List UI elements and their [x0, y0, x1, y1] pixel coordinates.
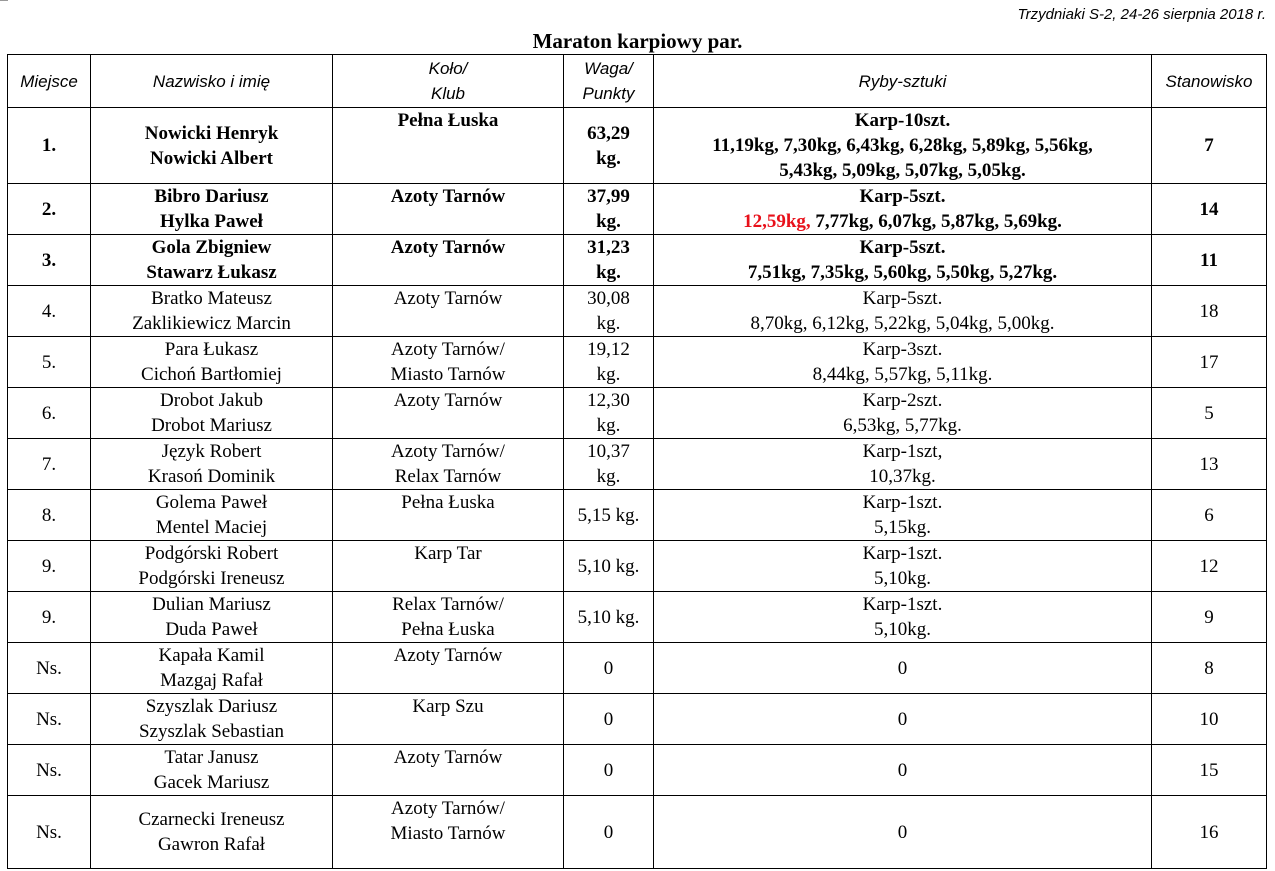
weight-value: 5,10 kg. [577, 555, 640, 577]
club-line1: Azoty Tarnów/ [391, 441, 505, 462]
header-fish: Ryby-sztuki [654, 55, 1152, 108]
name-cell [91, 235, 333, 286]
fish-cell [654, 184, 1152, 235]
weight-value: 37,99 [587, 186, 630, 207]
club-line1: Azoty Tarnów [390, 186, 506, 207]
weight-unit: kg. [596, 466, 621, 487]
name-cell [91, 337, 333, 388]
name-cell [91, 643, 333, 694]
table-row [8, 286, 1267, 337]
name-line2: Cichoń Bartłomiej [141, 364, 282, 385]
weight-cell [564, 490, 654, 541]
fish-weights-text: 7,51kg, 7,35kg, 5,60kg, 5,50kg, 5,27kg. [747, 262, 1058, 283]
stand-cell: 12 [1152, 541, 1267, 592]
results-table [7, 54, 1267, 869]
weight-value: 0 [603, 708, 614, 730]
name-line1: Tatar Janusz [164, 747, 259, 768]
club-cell [333, 286, 564, 337]
club-cell [333, 592, 564, 643]
stand-cell: 13 [1152, 439, 1267, 490]
header-weight [564, 55, 654, 108]
place-cell: Ns. [8, 694, 91, 745]
fish-cell [654, 388, 1152, 439]
fish-weights [654, 311, 1151, 336]
name-cell [91, 286, 333, 337]
fish-count: 0 [897, 708, 908, 730]
fish-weights [654, 362, 1151, 387]
fish-weights [654, 617, 1151, 642]
place-cell: 9. [8, 592, 91, 643]
place-cell: 5. [8, 337, 91, 388]
event-info: Trzydniaki S-2, 24-26 sierpnia 2018 r. [1017, 6, 1266, 23]
name-line1: Drobot Jakub [160, 390, 263, 411]
weight-value: 0 [603, 657, 614, 679]
name-line2: Hylka Paweł [160, 211, 263, 232]
fish-weights-cont: 5,43kg, 5,09kg, 5,07kg, 5,05kg. [779, 160, 1026, 181]
club-cell [333, 108, 564, 184]
table-row [8, 745, 1267, 796]
stand-cell: 14 [1152, 184, 1267, 235]
corner-mark [0, 0, 8, 1]
name-line2: Krasoń Dominik [147, 466, 276, 487]
club-line1: Pełna Łuska [401, 492, 495, 513]
fish-weights-text: 6,53kg, 5,77kg. [843, 415, 962, 436]
club-line1: Azoty Tarnów [393, 747, 503, 768]
table-row [8, 796, 1267, 869]
name-line1: Gola Zbigniew [151, 237, 272, 258]
weight-cell [564, 337, 654, 388]
fish-cell [654, 235, 1152, 286]
header-club-line2: Klub [430, 84, 466, 103]
weight-cell [564, 108, 654, 184]
name-cell [91, 592, 333, 643]
fish-cell [654, 694, 1152, 745]
fish-count: Karp-2szt. [862, 390, 943, 411]
club-cell [333, 439, 564, 490]
name-line2: Szyszlak Sebastian [138, 721, 285, 742]
name-cell [91, 694, 333, 745]
fish-count: 0 [897, 821, 908, 843]
table-row [8, 439, 1267, 490]
fish-weights [654, 209, 1151, 234]
weight-value: 31,23 [587, 237, 630, 258]
header-weight-line1: Waga/ [584, 59, 633, 78]
weight-unit: kg. [596, 211, 621, 232]
fish-cell [654, 286, 1152, 337]
table-row [8, 592, 1267, 643]
weight-value: 10,37 [587, 441, 630, 462]
fish-weights-text: 11,19kg, 7,30kg, 6,43kg, 6,28kg, 5,89kg, 5,56kg, [712, 135, 1093, 156]
header-weight-line2: Punkty [582, 84, 635, 103]
name-cell [91, 388, 333, 439]
fish-cell [654, 643, 1152, 694]
fish-weights-text: 7,77kg, 6,07kg, 5,87kg, 5,69kg. [810, 211, 1062, 232]
place-cell: 7. [8, 439, 91, 490]
fish-weights-text: 8,70kg, 6,12kg, 5,22kg, 5,04kg, 5,00kg. [750, 313, 1055, 334]
name-line1: Język Robert [161, 441, 262, 462]
fish-cell [654, 745, 1152, 796]
name-cell [91, 108, 333, 184]
header-club [333, 55, 564, 108]
name-cell [91, 439, 333, 490]
place-cell: 3. [8, 235, 91, 286]
stand-cell: 11 [1152, 235, 1267, 286]
club-line1: Azoty Tarnów [393, 645, 503, 666]
fish-cell [654, 541, 1152, 592]
weight-cell [564, 592, 654, 643]
name-line2: Mazgaj Rafał [160, 670, 263, 691]
stand-cell: 9 [1152, 592, 1267, 643]
name-cell [91, 541, 333, 592]
fish-count: Karp-1szt. [862, 594, 943, 615]
name-line2: Nowicki Albert [150, 147, 273, 169]
fish-weights-text: 5,15kg. [874, 517, 931, 538]
club-line1: Azoty Tarnów/ [391, 798, 505, 819]
weight-value: 30,08 [587, 288, 630, 309]
name-line2: Gawron Rafał [157, 834, 266, 855]
club-line1: Azoty Tarnów [393, 390, 503, 411]
club-line2: Miasto Tarnów [390, 364, 506, 385]
name-line2: Drobot Mariusz [151, 415, 272, 436]
table-row [8, 541, 1267, 592]
fish-weights [654, 515, 1151, 540]
stand-cell: 6 [1152, 490, 1267, 541]
name-line1: Dulian Mariusz [152, 594, 271, 615]
weight-cell [564, 745, 654, 796]
stand-cell: 18 [1152, 286, 1267, 337]
club-line1: Azoty Tarnów [393, 288, 503, 309]
fish-weight-highlight: 12,59kg, [743, 211, 811, 232]
weight-unit: kg. [596, 313, 621, 334]
name-line1: Nowicki Henryk [144, 122, 279, 144]
weight-cell [564, 388, 654, 439]
weight-cell [564, 541, 654, 592]
place-cell: 4. [8, 286, 91, 337]
place-cell: 9. [8, 541, 91, 592]
weight-cell [564, 796, 654, 869]
stand-cell: 7 [1152, 108, 1267, 184]
club-cell [333, 643, 564, 694]
name-line1: Podgórski Robert [144, 543, 279, 564]
fish-weights [654, 464, 1151, 489]
club-line2: Relax Tarnów [394, 466, 502, 487]
club-cell [333, 694, 564, 745]
club-cell [333, 388, 564, 439]
header-row [8, 55, 1267, 108]
weight-unit: kg. [596, 262, 621, 283]
place-cell: Ns. [8, 643, 91, 694]
club-line2: Pełna Łuska [401, 619, 495, 640]
weight-unit: kg. [596, 415, 621, 436]
name-line2: Mentel Maciej [155, 517, 268, 538]
club-cell [333, 796, 564, 869]
name-line1: Golema Paweł [155, 492, 268, 513]
name-cell [91, 745, 333, 796]
weight-value: 63,29 [587, 122, 630, 144]
club-line1: Karp Tar [414, 543, 482, 564]
weight-value: 19,12 [587, 339, 630, 360]
stand-cell: 16 [1152, 796, 1267, 869]
place-cell: 6. [8, 388, 91, 439]
fish-cell [654, 337, 1152, 388]
fish-count: Karp-5szt. [859, 237, 946, 258]
club-cell [333, 235, 564, 286]
table-row [8, 694, 1267, 745]
table-row [8, 108, 1267, 184]
place-cell: Ns. [8, 796, 91, 869]
name-line2: Duda Paweł [165, 619, 258, 640]
name-line1: Czarnecki Ireneusz [138, 809, 285, 830]
name-line1: Para Łukasz [164, 339, 259, 360]
name-cell [91, 184, 333, 235]
place-cell: 1. [8, 108, 91, 184]
fish-weights-text: 5,10kg. [874, 568, 931, 589]
name-cell [91, 796, 333, 869]
name-line2: Podgórski Ireneusz [138, 568, 285, 589]
name-line2: Gacek Mariusz [153, 772, 270, 793]
club-cell [333, 490, 564, 541]
weight-cell [564, 439, 654, 490]
name-cell [91, 490, 333, 541]
fish-cell [654, 796, 1152, 869]
club-cell [333, 745, 564, 796]
stand-cell: 17 [1152, 337, 1267, 388]
table-row [8, 490, 1267, 541]
table-row [8, 643, 1267, 694]
fish-count: 0 [897, 657, 908, 679]
club-line1: Azoty Tarnów [390, 237, 506, 258]
fish-weights-text: 5,10kg. [874, 619, 931, 640]
weight-cell [564, 286, 654, 337]
header-name: Nazwisko i imię [91, 55, 333, 108]
weight-cell [564, 643, 654, 694]
fish-count: Karp-5szt. [859, 186, 946, 207]
weight-value: 0 [603, 759, 614, 781]
place-cell: Ns. [8, 745, 91, 796]
club-cell [333, 184, 564, 235]
weight-cell [564, 184, 654, 235]
name-line1: Szyszlak Dariusz [145, 696, 278, 717]
club-line1: Pełna Łuska [397, 110, 499, 131]
weight-cell [564, 235, 654, 286]
weight-value: 0 [603, 821, 614, 843]
header-club-line1: Koło/ [428, 59, 468, 78]
name-line1: Bibro Dariusz [154, 186, 269, 207]
club-cell [333, 541, 564, 592]
fish-weights [654, 133, 1151, 158]
club-line1: Relax Tarnów/ [392, 594, 504, 615]
fish-count: 0 [897, 759, 908, 781]
fish-weights-text: 8,44kg, 5,57kg, 5,11kg. [812, 364, 993, 385]
stand-cell: 15 [1152, 745, 1267, 796]
header-stand: Stanowisko [1152, 55, 1267, 108]
club-line1: Karp Szu [412, 696, 484, 717]
fish-weights [654, 260, 1151, 285]
weight-value: 12,30 [587, 390, 630, 411]
table-row [8, 388, 1267, 439]
name-line2: Zaklikiewicz Marcin [132, 313, 291, 334]
table-row [8, 235, 1267, 286]
weight-unit: kg. [596, 364, 621, 385]
weight-value: 5,10 kg. [577, 606, 640, 628]
stand-cell: 10 [1152, 694, 1267, 745]
fish-cell [654, 439, 1152, 490]
club-line1: Azoty Tarnów/ [391, 339, 505, 360]
fish-cell [654, 108, 1152, 184]
weight-value: 5,15 kg. [577, 504, 640, 526]
page-title: Maraton karpiowy par. [532, 29, 743, 53]
table-row [8, 337, 1267, 388]
fish-count: Karp-3szt. [862, 339, 943, 360]
fish-cell [654, 490, 1152, 541]
weight-unit: kg. [596, 147, 621, 169]
header-place: Miejsce [8, 55, 91, 108]
club-line2: Miasto Tarnów [390, 823, 506, 844]
name-line1: Bratko Mateusz [151, 288, 272, 309]
club-cell [333, 337, 564, 388]
fish-weights [654, 413, 1151, 438]
fish-weights [654, 566, 1151, 591]
place-cell: 8. [8, 490, 91, 541]
fish-count: Karp-1szt, [862, 441, 943, 462]
fish-cell [654, 592, 1152, 643]
fish-weights-text: 10,37kg. [869, 466, 936, 487]
name-line1: Kapała Kamil [158, 645, 265, 666]
table-row [8, 184, 1267, 235]
fish-count: Karp-1szt. [862, 492, 943, 513]
place-cell: 2. [8, 184, 91, 235]
name-line2: Stawarz Łukasz [146, 262, 277, 283]
stand-cell: 5 [1152, 388, 1267, 439]
fish-count: Karp-1szt. [862, 543, 943, 564]
fish-count: Karp-5szt. [862, 288, 943, 309]
fish-count: Karp-10szt. [854, 110, 951, 131]
stand-cell: 8 [1152, 643, 1267, 694]
weight-cell [564, 694, 654, 745]
